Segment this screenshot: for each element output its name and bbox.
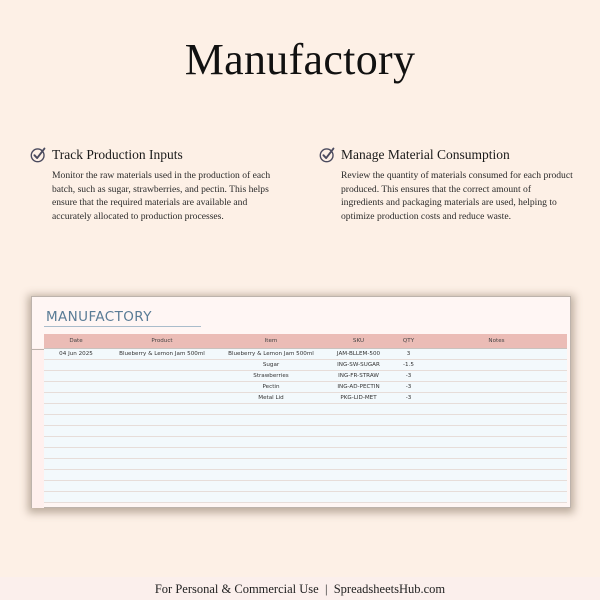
cell-item[interactable]: Sugar: [216, 359, 326, 370]
cell-item[interactable]: [216, 491, 326, 502]
feature-manage-material-consumption: [319, 146, 574, 223]
empty-table-row: [44, 414, 567, 425]
cell-product[interactable]: [108, 436, 216, 447]
cell-product[interactable]: Blueberry & Lemon Jam 500ml: [108, 348, 216, 359]
cell-notes[interactable]: [426, 392, 567, 403]
cell-qty[interactable]: [391, 403, 426, 414]
cell-product[interactable]: [108, 381, 216, 392]
feature-title: Manage Material Consumption: [341, 146, 510, 162]
cell-product[interactable]: [108, 370, 216, 381]
table-row: [44, 392, 567, 403]
cell-item[interactable]: Blueberry & Lemon Jam 500ml: [216, 348, 326, 359]
cell-date[interactable]: [44, 458, 108, 469]
cell-qty[interactable]: [391, 469, 426, 480]
cell-sku[interactable]: ING-FR-STRAW: [326, 370, 391, 381]
cell-item[interactable]: [216, 480, 326, 491]
cell-item[interactable]: [216, 447, 326, 458]
empty-table-row: [44, 425, 567, 436]
cell-date[interactable]: [44, 480, 108, 491]
cell-sku[interactable]: [326, 491, 391, 502]
cell-qty[interactable]: [391, 480, 426, 491]
cell-qty[interactable]: [391, 458, 426, 469]
cell-qty[interactable]: 3: [391, 348, 426, 359]
cell-product[interactable]: [108, 458, 216, 469]
cell-date[interactable]: [44, 436, 108, 447]
cell-product[interactable]: [108, 392, 216, 403]
table-row: [44, 370, 567, 381]
cell-notes[interactable]: [426, 491, 567, 502]
column-header-qty[interactable]: QTY: [391, 334, 426, 348]
column-header-notes[interactable]: Notes: [426, 334, 567, 348]
cell-item[interactable]: Metal Lid: [216, 392, 326, 403]
cell-sku[interactable]: [326, 414, 391, 425]
cell-item[interactable]: [216, 414, 326, 425]
cell-product[interactable]: [108, 414, 216, 425]
check-circle-icon: [319, 146, 336, 163]
footer-text: For Personal & Commercial Use | SpreadsheetsHub.com: [154, 582, 446, 596]
empty-table-row: [44, 447, 567, 458]
cell-sku[interactable]: [326, 458, 391, 469]
cell-item[interactable]: Pectin: [216, 381, 326, 392]
cell-notes[interactable]: [426, 381, 567, 392]
cell-date[interactable]: [44, 359, 108, 370]
cell-sku[interactable]: [326, 425, 391, 436]
cell-sku[interactable]: [326, 480, 391, 491]
cell-product[interactable]: [108, 403, 216, 414]
cell-qty[interactable]: -1.5: [391, 359, 426, 370]
sheet-title: MANUFACTORY: [46, 309, 152, 325]
cell-date[interactable]: [44, 370, 108, 381]
cell-date[interactable]: [44, 392, 108, 403]
cell-notes[interactable]: [426, 447, 567, 458]
cell-sku[interactable]: [326, 469, 391, 480]
cell-date[interactable]: [44, 491, 108, 502]
cell-date[interactable]: [44, 414, 108, 425]
cell-sku[interactable]: [326, 403, 391, 414]
left-gutter: [32, 348, 44, 508]
empty-table-row: [44, 480, 567, 491]
column-header-sku[interactable]: SKU: [326, 334, 391, 348]
cell-notes[interactable]: [426, 436, 567, 447]
cell-item[interactable]: [216, 436, 326, 447]
cell-item[interactable]: [216, 425, 326, 436]
cell-product[interactable]: [108, 425, 216, 436]
cell-notes[interactable]: [426, 359, 567, 370]
cell-date[interactable]: [44, 381, 108, 392]
cell-sku[interactable]: [326, 447, 391, 458]
gutter-divider: [32, 349, 44, 350]
cell-notes[interactable]: [426, 458, 567, 469]
column-header-product[interactable]: Product: [108, 334, 216, 348]
cell-sku[interactable]: PKG-LID-MET: [326, 392, 391, 403]
cell-product[interactable]: [108, 447, 216, 458]
page-title: Manufactory: [184, 35, 416, 84]
cell-qty[interactable]: [391, 491, 426, 502]
cell-product[interactable]: [108, 359, 216, 370]
cell-notes[interactable]: [426, 348, 567, 359]
cell-notes[interactable]: [426, 480, 567, 491]
header-row: [44, 334, 567, 348]
cell-sku[interactable]: [326, 436, 391, 447]
title-underline: [44, 326, 201, 327]
table-row: [44, 359, 567, 370]
empty-table-row: [44, 469, 567, 480]
feature-description: Monitor the raw materials used in the production of each batch, such as sugar, strawberries, and pectin. This helps ensure that the required materials are available and accurately allocated to production processes.: [52, 170, 271, 222]
cell-qty[interactable]: -3: [391, 381, 426, 392]
cell-notes[interactable]: [426, 414, 567, 425]
empty-table-row: [44, 403, 567, 414]
cell-product[interactable]: [108, 480, 216, 491]
spreadsheet-preview: [31, 296, 571, 508]
feature-title: Track Production Inputs: [52, 146, 183, 162]
footer: [0, 577, 600, 600]
cell-date[interactable]: [44, 447, 108, 458]
cell-qty[interactable]: [391, 447, 426, 458]
empty-table-row: [44, 458, 567, 469]
cell-date[interactable]: [44, 425, 108, 436]
cell-item[interactable]: [216, 403, 326, 414]
feature-track-production-inputs: [30, 146, 280, 223]
cell-qty[interactable]: [391, 436, 426, 447]
cell-notes[interactable]: [426, 425, 567, 436]
cell-product[interactable]: [108, 491, 216, 502]
cell-date[interactable]: 04 Jun 2025: [44, 348, 108, 359]
cell-qty[interactable]: [391, 425, 426, 436]
cell-notes[interactable]: [426, 403, 567, 414]
table-row: [44, 348, 567, 359]
cell-item[interactable]: [216, 458, 326, 469]
feature-description: Review the quantity of materials consumed for each product produced. This ensures that the correct amount of ingredients and packaging materials are used, helping to optimize production costs and reduce waste.: [341, 170, 573, 222]
cell-sku[interactable]: ING-AD-PECTIN: [326, 381, 391, 392]
table-row: [44, 381, 567, 392]
empty-table-row: [44, 436, 567, 447]
cell-item[interactable]: Strawberries: [216, 370, 326, 381]
cell-product[interactable]: [108, 469, 216, 480]
column-header-item[interactable]: Item: [216, 334, 326, 348]
cell-item[interactable]: [216, 469, 326, 480]
cell-date[interactable]: [44, 469, 108, 480]
cell-qty[interactable]: -3: [391, 392, 426, 403]
column-header-date[interactable]: Date: [44, 334, 108, 348]
cell-qty[interactable]: -3: [391, 370, 426, 381]
cell-date[interactable]: [44, 403, 108, 414]
cell-qty[interactable]: [391, 414, 426, 425]
empty-table-row: [44, 491, 567, 502]
manufactory-table: [44, 334, 567, 503]
cell-sku[interactable]: ING-SW-SUGAR: [326, 359, 391, 370]
cell-notes[interactable]: [426, 370, 567, 381]
cell-notes[interactable]: [426, 469, 567, 480]
check-circle-icon: [30, 146, 47, 163]
cell-sku[interactable]: JAM-BLLEM-500: [326, 348, 391, 359]
